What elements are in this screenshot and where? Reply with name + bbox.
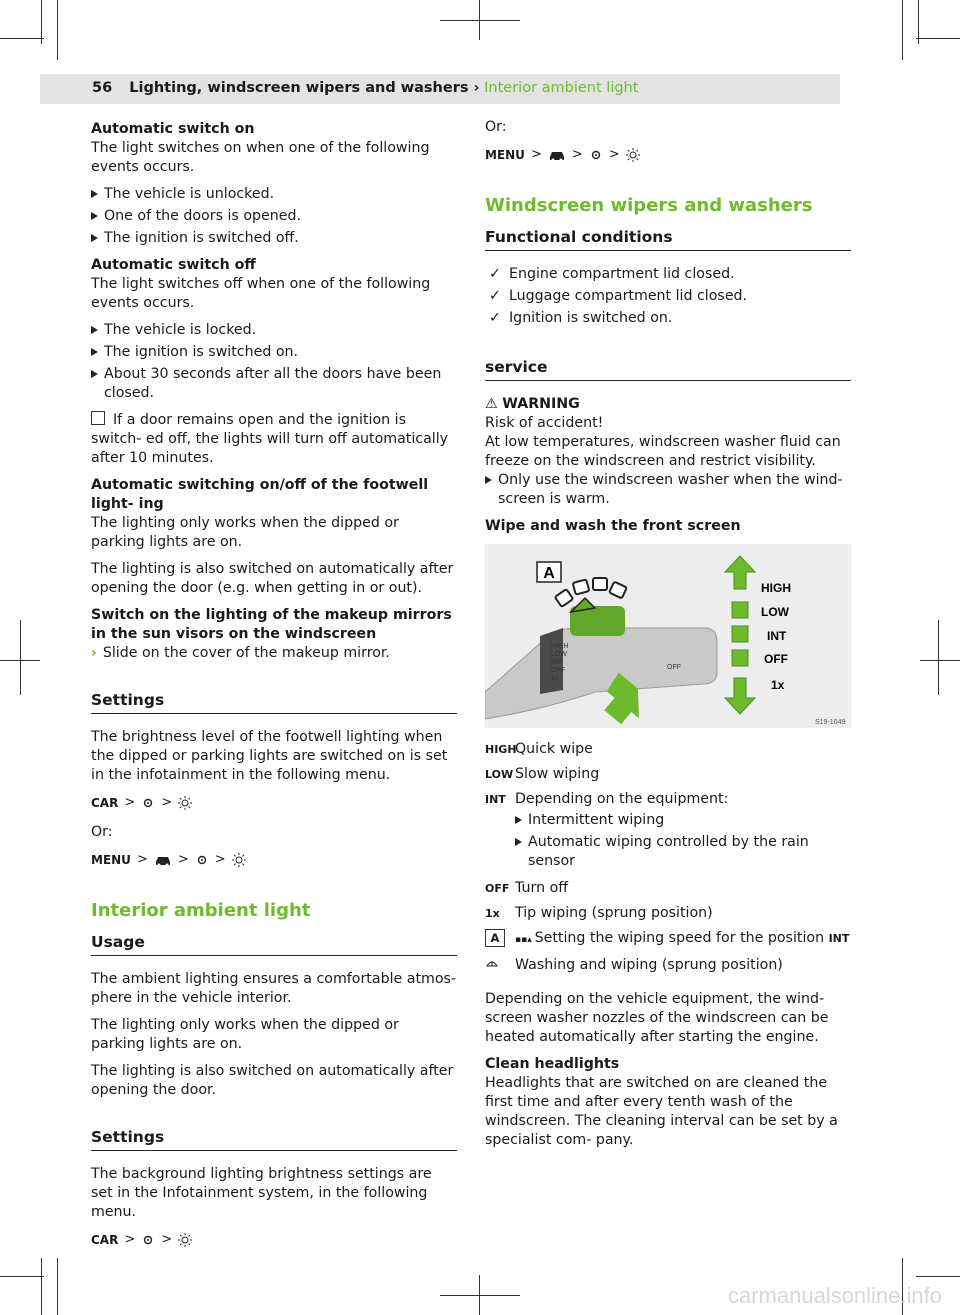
separator: > <box>161 1232 173 1247</box>
separator: > <box>124 795 136 810</box>
separator: > <box>177 852 189 867</box>
nozzle-text: Depending on the vehicle equipment, the wind- screen washer nozzles of the windscreen can be heated automatically after starting the engine. <box>485 991 829 1045</box>
stalk-label: LOW <box>551 651 567 658</box>
separator: > <box>571 147 583 162</box>
checkmark-icon: ✓ <box>489 266 501 282</box>
warning-line-2: At low temperatures, windscreen washer fluid can freeze on the windscreen and restrict visibility. <box>485 434 841 469</box>
usage-text-3: The lighting is also switched on automatically after opening the door. <box>91 1063 454 1098</box>
crop-mark <box>41 0 42 44</box>
light-sun-icon <box>232 853 246 867</box>
or-text: Or: <box>91 824 113 840</box>
legend-key-a <box>485 929 515 950</box>
auto-on-title: Automatic switch on <box>91 121 255 137</box>
crop-mark <box>57 1258 58 1315</box>
list-item: Only use the windscreen washer when the wind- screen is warm. <box>485 471 851 509</box>
wipe-speed-dots-icon: ▪▪▴ <box>515 935 535 945</box>
list-item: The ignition is switched off. <box>91 229 457 248</box>
legend-row <box>485 929 851 950</box>
page-number: 56 <box>92 80 113 96</box>
crop-mark <box>916 38 960 39</box>
list-item: The vehicle is locked. <box>91 321 457 340</box>
crop-mark <box>938 620 939 695</box>
list-item: The vehicle is unlocked. <box>91 185 457 204</box>
menu-path <box>91 793 457 813</box>
menu-key: MENU <box>91 853 131 867</box>
separator: > <box>161 795 173 810</box>
crop-mark <box>916 1276 960 1277</box>
light-sun-icon <box>178 1233 192 1247</box>
settings-gear-icon <box>589 148 603 162</box>
page-header <box>92 80 638 96</box>
crop-mark <box>0 38 44 39</box>
legend-a-text: Setting the wiping speed for the position <box>534 930 825 946</box>
washer-icon <box>485 956 515 976</box>
car-key: CAR <box>91 796 119 810</box>
legend-key-a-label: A <box>485 929 505 947</box>
legend-row <box>485 956 851 976</box>
list-item: Intermittent wiping <box>515 811 851 830</box>
section-title: Interior ambient light <box>479 80 639 96</box>
crop-mark <box>57 0 58 60</box>
separator: > <box>124 1232 136 1247</box>
checkmark-icon: ✓ <box>489 310 501 326</box>
legend-text: Depending on the equipment: <box>515 791 729 807</box>
list-item <box>485 287 851 306</box>
figure-label-a: A <box>543 565 555 582</box>
legend-row <box>485 740 851 759</box>
or-text: Or: <box>485 119 507 135</box>
stalk-label: 1x <box>551 675 559 682</box>
usage-text-2: The lighting only works when the dipped or parking lights are on. <box>91 1017 399 1052</box>
settings-text: The background lighting brightness settings are set in the Infotainment system, in the following menu. <box>91 1166 432 1220</box>
auto-off-title: Automatic switch off <box>91 257 256 273</box>
condition-text: Luggage compartment lid closed. <box>509 288 748 304</box>
crop-mark <box>440 1295 520 1296</box>
settings-gear-icon <box>141 796 155 810</box>
crop-mark <box>479 1275 480 1315</box>
legend-row <box>485 879 851 898</box>
left-column <box>91 120 457 1260</box>
legend-key-off: OFF <box>485 882 510 895</box>
crop-mark <box>440 20 520 21</box>
car-key: CAR <box>91 1233 119 1247</box>
legend-text: Tip wiping (sprung position) <box>515 905 713 921</box>
separator: > <box>214 852 226 867</box>
figure-low-label: LOW <box>761 605 789 619</box>
auto-on-list <box>91 185 457 248</box>
crop-mark <box>41 1258 42 1315</box>
list-item: About 30 seconds after all the doors have been closed. <box>91 365 457 403</box>
figure-int-label: INT <box>767 629 787 643</box>
figure-code: S19-1049 <box>815 719 846 726</box>
crop-mark <box>920 660 960 661</box>
crop-mark <box>479 0 480 40</box>
legend-key-int: INT <box>485 793 506 806</box>
crop-mark <box>20 620 21 695</box>
separator: > <box>136 852 148 867</box>
right-column <box>485 118 851 1158</box>
wipers-heading: Windscreen wipers and washers <box>485 195 813 216</box>
list-item: One of the doors is opened. <box>91 207 457 226</box>
stalk-label: OFF <box>551 667 565 674</box>
auto-on-text: The light switches on when one of the following events occurs. <box>91 140 430 175</box>
legend-text: Quick wipe <box>515 741 593 757</box>
legend-a-suffix: INT <box>828 932 850 945</box>
separator: > <box>530 147 542 162</box>
crop-mark <box>918 0 919 44</box>
interior-heading: Interior ambient light <box>91 900 311 921</box>
wiper-stalk-illustration <box>485 544 851 728</box>
crop-mark <box>902 0 903 60</box>
wiper-stalk-figure <box>485 544 851 728</box>
light-sun-icon <box>626 148 640 162</box>
headlights-title: Clean headlights <box>485 1056 620 1072</box>
figure-off-label: OFF <box>764 652 788 666</box>
footwell-title: Automatic switching on/off of the footwell light- ing <box>91 477 429 512</box>
condition-text: Engine compartment lid closed. <box>509 266 735 282</box>
menu-path <box>91 1230 457 1250</box>
usage-text-1: The ambient lighting ensures a comfortable atmos- phere in the vehicle interior. <box>91 971 457 1006</box>
wipe-title: Wipe and wash the front screen <box>485 518 741 534</box>
settings-text: The brightness level of the footwell lighting when the dipped or parking lights are switched on is set in the infotainment in the following menu. <box>91 729 448 783</box>
headlights-text: Headlights that are switched on are cleaned the first time and after every tenth wash of the windscreen. The cleaning interval can be set by a specialist com- pany. <box>485 1075 838 1148</box>
list-item <box>485 309 851 328</box>
legend-row <box>485 765 851 784</box>
list-item: The ignition is switched on. <box>91 343 457 362</box>
crop-mark <box>0 1276 44 1277</box>
warning-icon: ⚠ <box>485 396 503 412</box>
footwell-text-2: The lighting is also switched on automatically after opening the door (e.g. when getting in or out). <box>91 561 454 596</box>
checkmark-icon: ✓ <box>489 288 501 304</box>
stalk-label: HIGH <box>551 643 569 650</box>
legend-text: Turn off <box>515 880 569 896</box>
car-icon <box>154 853 172 867</box>
car-icon <box>548 148 566 162</box>
menu-path <box>91 850 457 870</box>
stalk-label: INT <box>551 659 563 666</box>
step-arrow-icon: › <box>91 645 97 661</box>
warning-title: WARNING <box>502 396 580 412</box>
makeup-step: Slide on the cover of the makeup mirror. <box>102 645 390 661</box>
conditions-list <box>485 265 851 328</box>
legend-row <box>485 904 851 923</box>
note-text: If a door remains open and the ignition is switch- ed off, the lights will turn off automatically after 10 minutes. <box>91 412 449 466</box>
settings-heading: Settings <box>91 1128 457 1151</box>
makeup-title: Switch on the lighting of the makeup mirrors in the sun visors on the windscreen <box>91 607 452 642</box>
settings-heading: Settings <box>91 691 457 714</box>
footwell-text-1: The lighting only works when the dipped or parking lights are on. <box>91 515 399 550</box>
auto-off-text: The light switches off when one of the following events occurs. <box>91 276 431 311</box>
usage-heading: Usage <box>91 933 457 956</box>
warning-line-1: Risk of accident! <box>485 415 604 431</box>
warning-steps <box>485 471 851 509</box>
legend-key-low: LOW <box>485 768 514 781</box>
separator: > <box>608 147 620 162</box>
service-heading: service <box>485 358 851 381</box>
functional-conditions-heading: Functional conditions <box>485 228 851 251</box>
settings-gear-icon <box>141 1233 155 1247</box>
settings-gear-icon <box>195 853 209 867</box>
watermark: carmanualsonline.info <box>727 1283 942 1308</box>
condition-text: Ignition is switched on. <box>509 310 673 326</box>
int-options-list <box>515 811 851 871</box>
legend-key-1x: 1x <box>485 907 500 920</box>
menu-key: MENU <box>485 148 525 162</box>
chapter-title: Lighting, windscreen wipers and washers › <box>129 80 480 96</box>
list-item <box>485 265 851 284</box>
stalk-off-label: OFF <box>667 664 681 671</box>
legend-text <box>515 929 849 950</box>
menu-path <box>485 145 851 165</box>
note-icon <box>91 411 105 425</box>
figure-high-label: HIGH <box>761 581 791 595</box>
legend-text: Washing and wiping (sprung position) <box>515 957 783 973</box>
figure-1x-label: 1x <box>771 678 785 692</box>
legend-row <box>485 790 851 809</box>
auto-off-list <box>91 321 457 403</box>
legend-key-high: HIGH <box>485 743 517 756</box>
light-sun-icon <box>178 796 192 810</box>
legend-text: Slow wiping <box>515 766 600 782</box>
list-item: Automatic wiping controlled by the rain sensor <box>515 833 851 871</box>
